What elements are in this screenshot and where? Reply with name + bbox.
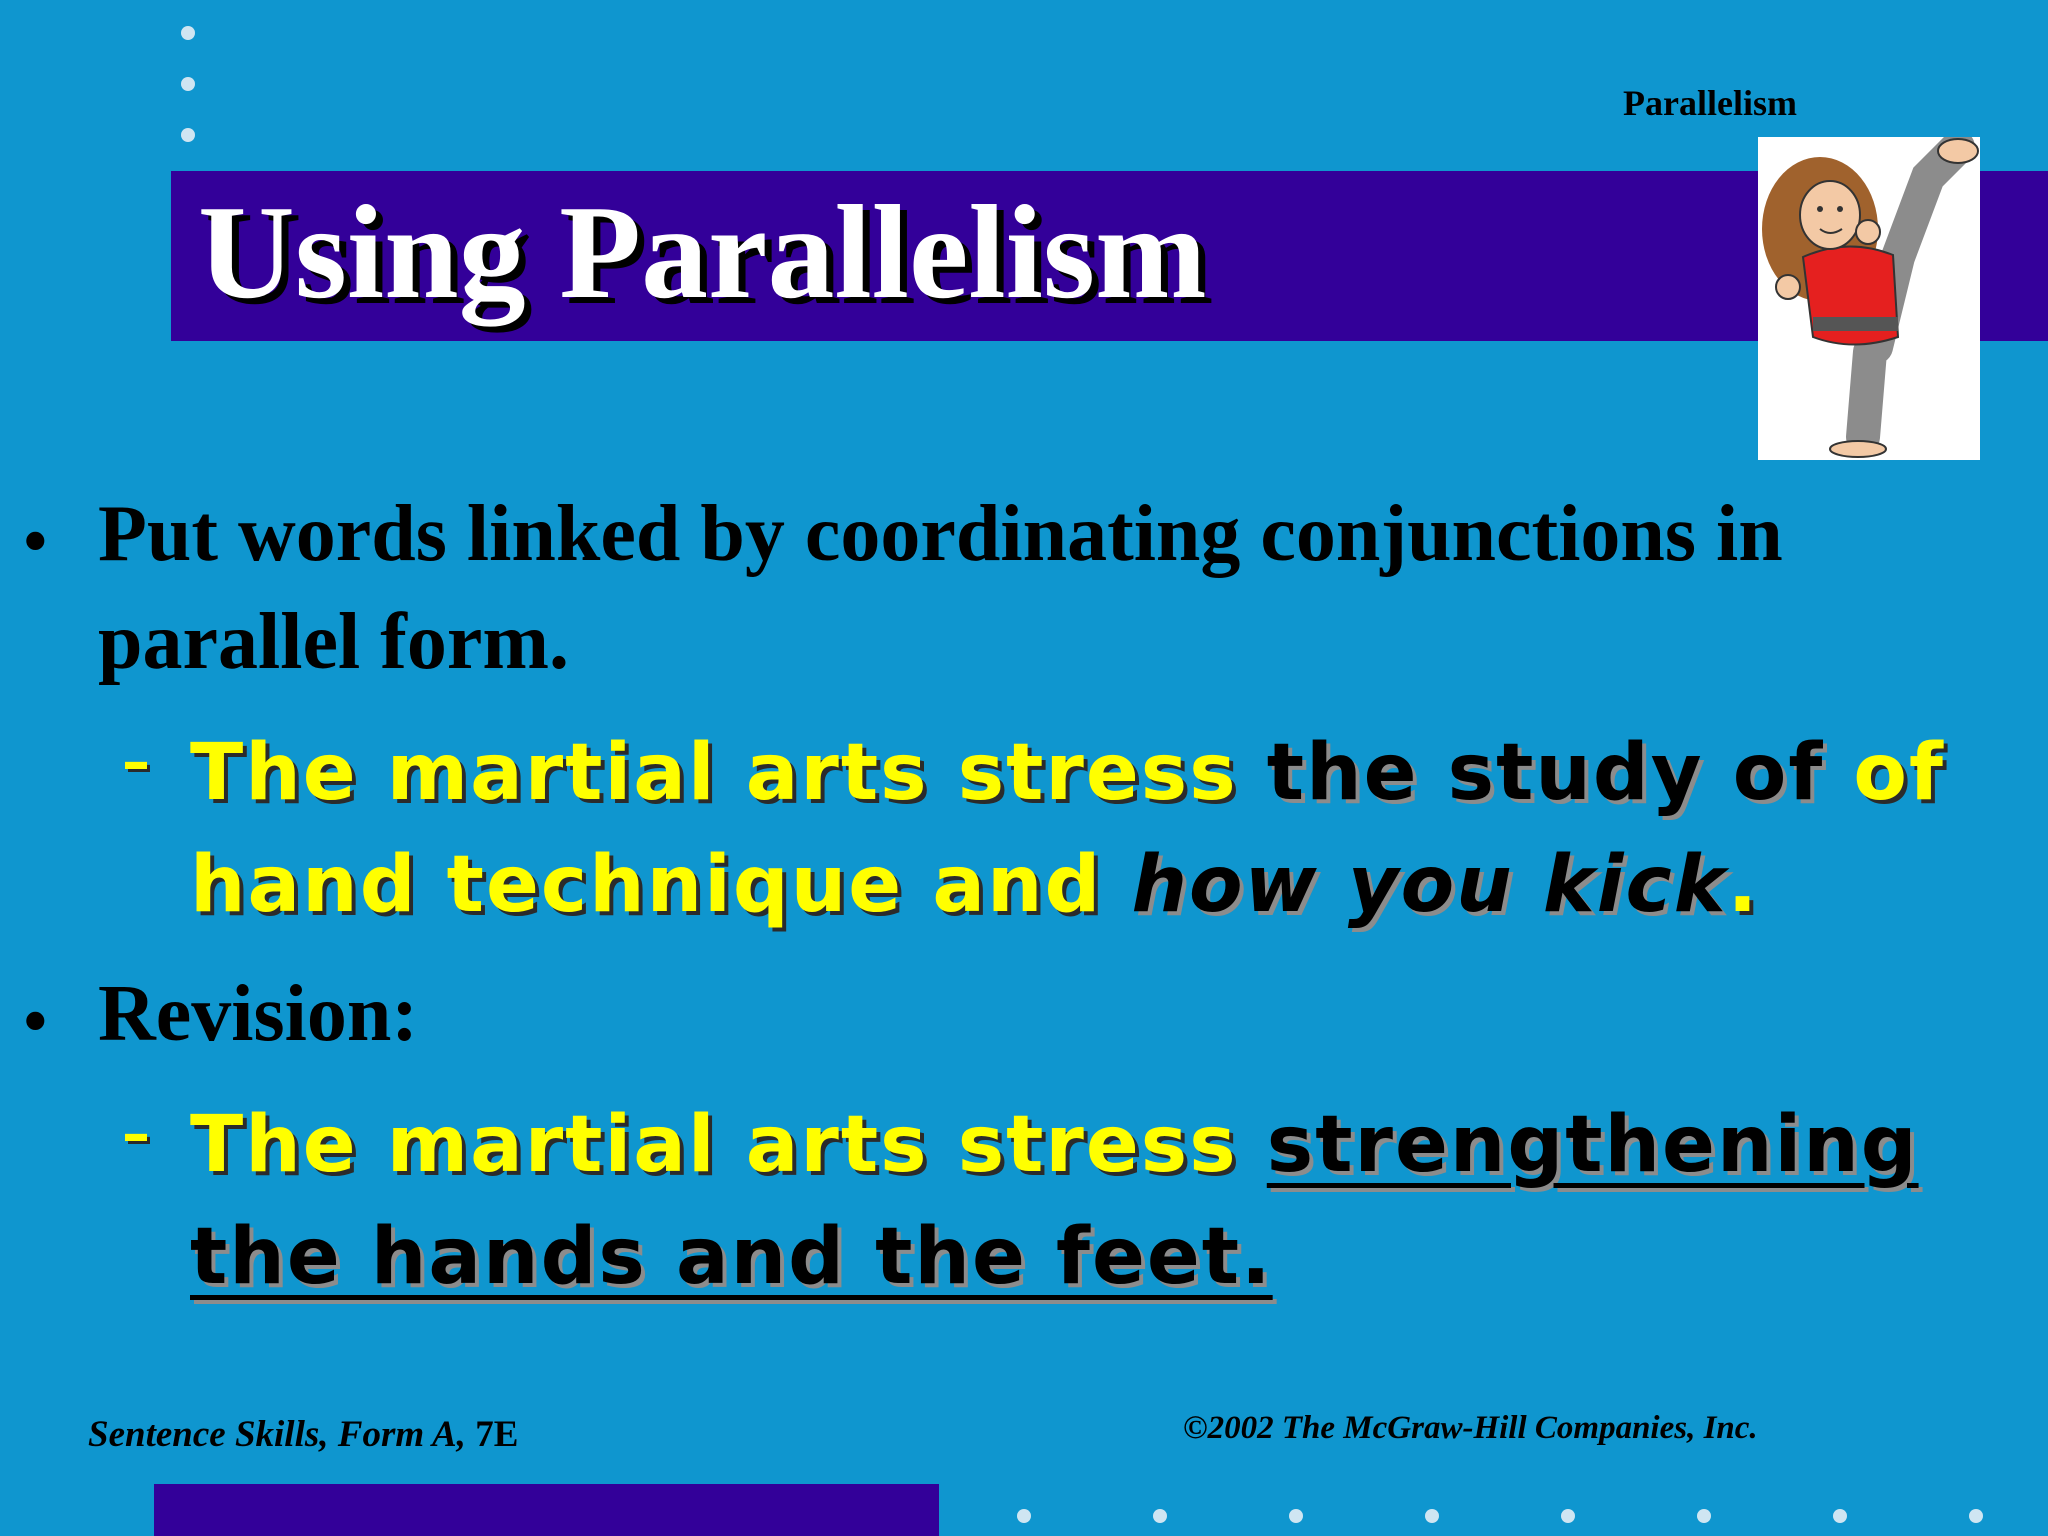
- example-text-highlight: of hand technique and: [190, 728, 1945, 930]
- example-text-highlight: [1824, 728, 1853, 818]
- bullet-point-revision: Revision:: [98, 970, 418, 1058]
- decor-dot: [1017, 1509, 1031, 1523]
- example-faulty-sentence: [190, 717, 1970, 941]
- example-text-highlight: .: [1727, 840, 1760, 930]
- decor-dot: [1153, 1509, 1167, 1523]
- bullet-marker: •: [22, 979, 49, 1063]
- example-text-highlight: The martial arts stress: [190, 728, 1267, 818]
- decor-dot: [1969, 1509, 1983, 1523]
- decor-dot: [1833, 1509, 1847, 1523]
- example-text-emphasis: the study of: [1266, 728, 1825, 818]
- bullet-marker: •: [22, 499, 49, 583]
- decor-dot: [1425, 1509, 1439, 1523]
- dash-marker: –: [122, 730, 150, 795]
- decor-dot: [181, 128, 195, 142]
- karate-girl-illustration: [1758, 137, 1980, 460]
- example-text-highlight: The martial arts stress: [190, 1100, 1267, 1190]
- dash-marker: –: [122, 1102, 150, 1167]
- decor-dot: [181, 26, 195, 40]
- bullet-point-rule: Put words linked by coordinating conjunctions in parallel form.: [98, 490, 1783, 686]
- decor-dot: [1697, 1509, 1711, 1523]
- decor-dot: [181, 77, 195, 91]
- example-text-nonparallel: how you kick: [1131, 840, 1728, 930]
- footer-copyright: ©2002 The McGraw-Hill Companies, Inc.: [1183, 1410, 1758, 1446]
- example-revised-sentence: [190, 1089, 1970, 1313]
- example-text-parallel: strengthening the hands and the feet.: [190, 1100, 1919, 1302]
- bottom-band: [154, 1484, 939, 1536]
- footer-title-text: Sentence Skills, Form A,: [88, 1414, 466, 1455]
- slide-title: Using Parallelism: [198, 178, 1207, 326]
- footer-book-title: [88, 1413, 518, 1456]
- decor-dot: [1289, 1509, 1303, 1523]
- footer-edition: 7E: [465, 1414, 519, 1455]
- topic-tag: Parallelism: [1623, 83, 1797, 123]
- decor-dot: [1561, 1509, 1575, 1523]
